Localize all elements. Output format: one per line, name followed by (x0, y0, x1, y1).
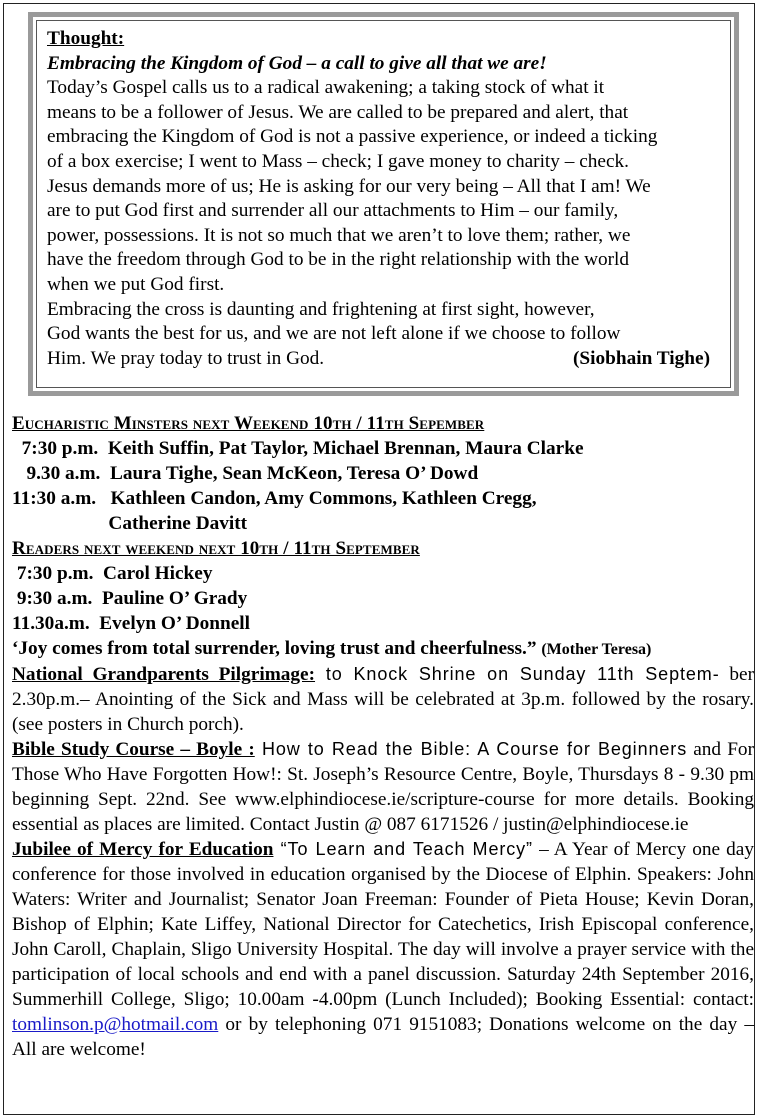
thought-line: Today’s Gospel calls us to a radical awakening; a taking stock of what it (47, 77, 605, 99)
thought-line: have the freedom through God to be in the right relationship with the world (47, 249, 630, 271)
bible-body: and For Those Who Have Forgotten How!: St. Joseph’s Resource Centre, Boyle, Thursdays 8 - 9.30 pm beginning Sept. 22nd. See www.elphindiocese.ie/scripture-course for more details. Booking essential as places are limited. Contact Justin @ 087 6171526 / justin@elphindiocese.ie (12, 739, 754, 835)
eucharistic-row: 7:30 p.m. Keith Suffin, Pat Taylor, Michael Brennan, Maura Clarke (12, 438, 584, 459)
thought-line: embracing the Kingdom of God is not a passive experience, or indeed a ticking (47, 126, 658, 148)
pilgrimage-intro: to Knock Shrine on Sunday 11th Septem- (315, 664, 720, 684)
bible-notice (12, 737, 754, 837)
thought-line: are to put God first and surrender all our attachments to Him – our family, (47, 200, 619, 222)
readers-row: 9:30 a.m. Pauline O’ Grady (12, 588, 248, 609)
quote-text: ‘Joy comes from total surrender, loving trust and cheerfulness.” (12, 638, 537, 659)
bible-intro: How to Read the Bible: A Course for Beginners (254, 739, 688, 759)
thought-content (36, 20, 731, 388)
thought-signature: (Siobhain Tighe) (573, 347, 710, 369)
jubilee-notice (12, 837, 754, 1062)
thought-line: of a box exercise; I went to Mass – check; I gave money to charity – check. (47, 150, 629, 172)
thought-line: Jesus demands more of us; He is asking for our very being – All that I am! We (47, 175, 651, 197)
eucharistic-row: 9.30 a.m. Laura Tighe, Sean McKeon, Teresa O’ Dowd (12, 463, 479, 484)
bible-title: Bible Study Course – Boyle : (12, 739, 255, 760)
readers-heading: Readers next weekend next 10th / 11th September (12, 538, 420, 559)
eucharistic-row: Catherine Davitt (12, 513, 248, 534)
thought-line: power, possessions. It is not so much that we aren’t to love them; rather, we (47, 224, 631, 246)
eucharistic-heading: Eucharistic Minsters next Weekend 10th / 11th Sepember (12, 413, 485, 434)
thought-line: when we put God first. (47, 273, 225, 295)
jubilee-body: – A Year of Mercy one day conference for those involved in education organised by the Diocese of Elphin. Speakers: John Waters: Writer and Journalist; Senator Joan Freeman: Founder of Pieta House; Kevin Doran, Bishop of Elphin; Kate Liffey, National Director for Catechetics, Irish Episcopal conference, John Caroll, Chaplain, Sligo University Hospital. The day will involve a prayer service with the participation of local schools and end with a panel discussion. Saturday 24th September 2016, Summerhill College, Sligo; 10.00am -4.00pm (Lunch Included); Booking Essential: contact: (12, 839, 754, 1010)
jubilee-title: Jubilee of Mercy for Education (12, 839, 274, 860)
quote-line (12, 636, 754, 662)
pilgrimage-title: National Grandparents Pilgrimage: (12, 664, 316, 685)
bulletin-page (3, 3, 755, 1115)
thought-line: means to be a follower of Jesus. We are called to be prepared and alert, that (47, 101, 629, 123)
readers-row: 7:30 p.m. Carol Hickey (12, 563, 213, 584)
pilgrimage-body: ber 2.30p.m.– Anointing of the Sick and Mass will be celebrated at 3p.m. followed by the rosary. (see posters in Church porch). (12, 664, 754, 735)
jubilee-intro: “To Learn and Teach Mercy” (273, 839, 533, 859)
quote-attribution: (Mother Teresa) (541, 641, 652, 658)
readers-row: 11.30a.m. Evelyn O’ Donnell (12, 613, 250, 634)
jubilee-email-link[interactable]: tomlinson.p@hotmail.com (12, 1014, 219, 1035)
notices (12, 411, 754, 1062)
thought-box (28, 12, 739, 396)
pilgrimage-notice (12, 662, 754, 737)
jubilee-tail: or by telephoning 071 9151083; Donations welcome on the day – All are welcome! (12, 1014, 754, 1060)
thought-subheading: Embracing the Kingdom of God – a call to give all that we are! (47, 52, 547, 74)
thought-line: Embracing the cross is daunting and frightening at first sight, however, (47, 298, 595, 320)
thought-last-text: Him. We pray today to trust in God. (47, 347, 325, 369)
thought-heading: Thought: (47, 28, 125, 49)
eucharistic-row: 11:30 a.m. Kathleen Candon, Amy Commons, Kathleen Cregg, (12, 488, 537, 509)
thought-line: God wants the best for us, and we are not left alone if we choose to follow (47, 323, 621, 345)
thought-last-line (47, 347, 720, 372)
